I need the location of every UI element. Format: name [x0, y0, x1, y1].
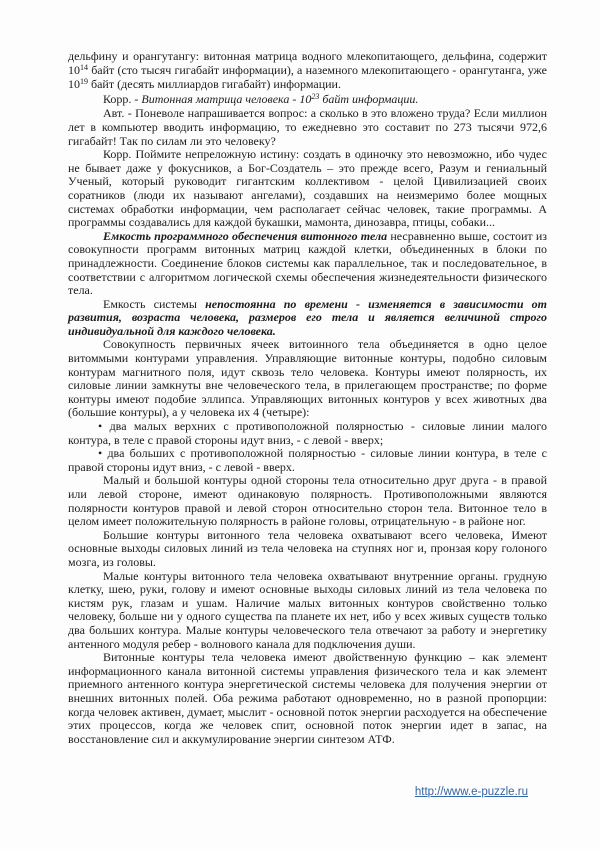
bullet-icon: • — [98, 419, 110, 434]
paragraph — [68, 148, 547, 230]
text-run: Емкость системы — [103, 296, 206, 311]
paragraph — [68, 107, 547, 148]
text-run: Авт. - Поневоле напрашивается вопрос: а сколько в это вложено труда? Если миллион лет в компьютер вводить информацию, то ежедневно это составит по 273 тысячи 972,6 гигабайт! Так по силам ли это человеку? — [68, 106, 547, 148]
text-run: 19 — [80, 77, 88, 87]
text-run: байт (сто тысяч гигабайт информации), а наземного млекопитающего - орангутанга, уже 10 — [68, 62, 547, 92]
text-run: два малых верхних с противоположной полярностью - силовые линии малого контура, в теле с правой стороны идут вниз, - с левой - вверх; — [68, 419, 547, 447]
text-run: два больших с противоположной полярностью - силовые линии контура, в теле с правой стороны идут вниз, - с левой - вверх. — [68, 446, 547, 474]
paragraph — [68, 570, 547, 652]
text-run: непостоянна по времени - изменяется в зависимости от развития, возраста человека, размеров его тела и является величиной строго индивидуальной для каждого человека. — [68, 296, 547, 338]
footer-link[interactable]: http://www.e-puzzle.ru — [414, 786, 528, 798]
paragraph — [68, 529, 547, 570]
text-block — [68, 50, 547, 746]
paragraph — [68, 93, 547, 108]
text-run: Емкость программного обеспечения витонного тела — [103, 228, 388, 243]
text-run: 23 — [311, 91, 320, 101]
paragraph — [68, 298, 547, 339]
text-run: дельфину и орангутангу: витонная матрица водного млекопитающего, дельфина, содержит 10 — [68, 49, 547, 77]
paragraph — [68, 50, 547, 93]
text-run: Витонные контуры тела человека имеют двойственную функцию – как элемент информационного канала витонной системы управления физического тела и как элемент приемного антенного контура энергетической системы человека для получения энергии от внешних витонных полей. Оба режима работают одновременно, но в разной пропорции: когда человек активен, думает, мыслит - основной поток энергии расходуется на обеспечение этих процессов, когда же человек спит, основной поток энергии идет в запас, на восстановление сил и аккумулирование энергии синтезом АТФ. — [68, 650, 547, 746]
text-run: Витонная матрица человека - 10 — [141, 91, 312, 106]
text-run: Малые контуры витонного тела человека охватывают внутренние органы. грудную клетку, шею, руки, голову и имеют основные выходы силовых линий из тела человека по кистям рук, глазам и ушам. Наличие малых витонных контуров свойственно только человеку, больше ни у одного существа па планете их нет, ибо у всех живых существ только два больших контура. Малые контуры человеческого тела отвечают за работу и энергетику антенного модуля ребер - волнового канала для подключения души. — [68, 568, 547, 651]
text-run: Корр. Поймите непреложную истину: создать в одиночку это невозможно, ибо чудес не бывает даже у фокусников, а Бог-Создатель – это прежде всего, Разум и гениальный Ученый, который руководит гигантским коллективом - целой Цивилизацией своих соратников (люди их называют ангелами), создавших на неизмеримо более мощных системах обработки информации, чем располагает сейчас человек, такие программы. А программы создавались для каждой букашки, мамонта, динозавра, птицы, собаки... — [68, 147, 547, 230]
footer — [415, 786, 528, 798]
text-run: Большие контуры витонного тела человека охватывают всего человека, Имеют основные выходы силовых линий из тела человека на ступнях ног и, пронзая кору голоного мозга, из головы. — [68, 527, 547, 569]
text-run: байт информации. — [319, 91, 419, 106]
bullet-icon: • — [98, 446, 108, 461]
paragraph — [68, 338, 547, 420]
text-run: байт (десять миллиардов гигабайт) информации. — [88, 77, 341, 92]
paragraph — [68, 420, 547, 447]
text-run: несравненно выше, состоит из совокупности программ витонных матриц каждой клетки, объединенных в блоки по принадлежности. Соединение блоков системы как параллельное, так и последовательное, в соответствии с алгоритмом логической схемы обеспечения жизнедеятельности физического тела. — [68, 228, 547, 298]
text-run: 14 — [80, 62, 88, 72]
paragraph — [68, 651, 547, 746]
paragraph — [68, 474, 547, 528]
text-run: Корр. - — [103, 91, 142, 106]
paragraph — [68, 230, 547, 298]
text-run: Совокупность первичных ячеек витоинного тела объединяется в одно целое витоммыми контурами управления. Управляющие витонные контуры, подобно силовым контурам магнитного поля, идут сквозь тело человека. Контуры имеют полярность, их силовые линии замкнуты вне человеческого тела, в прилегающем пространстве; по форме контуры имеют подобие эллипса. Управляющих витонных контуров у всех животных два (большие контуры), а у человека их 4 (четыре): — [68, 337, 547, 420]
paragraph — [68, 447, 547, 474]
text-run: Малый и большой контуры одной стороны тела относительно друг друга - в правой или левой стороне, имеют одинаковую полярность. Противоположными являются полярности контуров правой и левой сторон относительно сторон тела. Витонное тело в целом имеет положительную полярность в районе головы, отрицательную - в районе ног. — [68, 473, 547, 529]
